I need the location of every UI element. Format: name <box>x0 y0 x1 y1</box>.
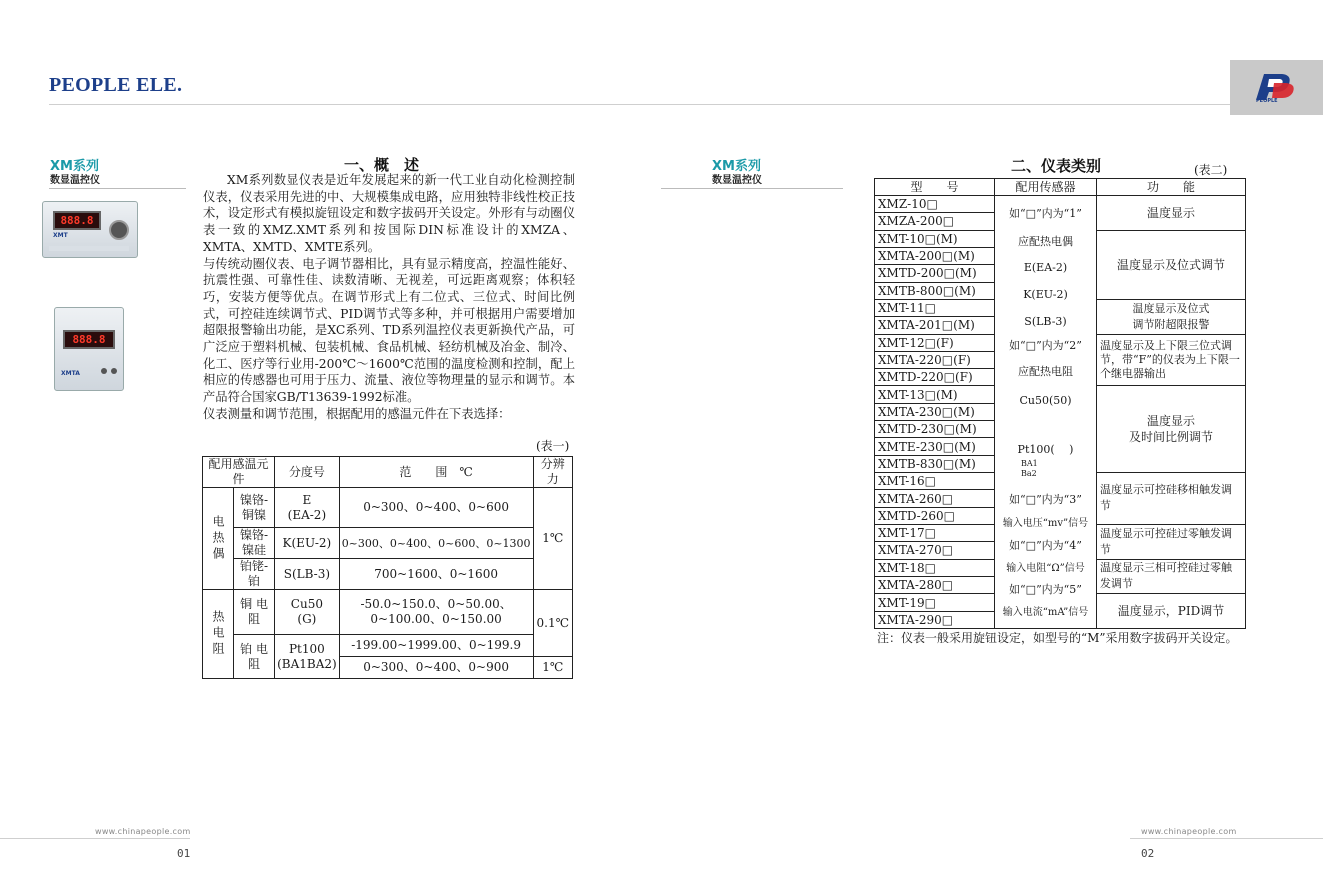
table2-model: XMTD-220□(F) <box>875 369 995 386</box>
right-section-title: 二、仪表类别 <box>1011 157 1102 175</box>
device-image-xmta <box>54 307 124 391</box>
table1-range: 0~300、0~400、0~600 <box>339 488 533 528</box>
table2-model: XMT-13□(M) <box>875 386 995 404</box>
table1-range: 0~300、0~400、0~900 <box>339 657 533 679</box>
table2-model: XMTD-260□ <box>875 507 995 524</box>
sensor-note: Ba2 <box>1021 469 1037 479</box>
table2-model: XMTD-230□(M) <box>875 421 995 438</box>
device2-display: 888.8 <box>63 330 115 349</box>
device1-display: 888.8 <box>53 211 101 230</box>
table2-footnote: 注：仪表一般采用旋钮设定，如型号的“M”采用数字拔码开关设定。 <box>877 631 1238 645</box>
table1-range: -199.00~1999.00、0~199.9 <box>339 635 533 657</box>
table2-model: XMZA-200□ <box>875 213 995 230</box>
table2-function: 温度显示可控硅过零触发调节 <box>1097 524 1246 559</box>
table1-element: 镍铬-镍硅 <box>234 528 275 559</box>
table2-model: XMTE-230□(M) <box>875 438 995 455</box>
table1-header: 配用感温元件 <box>203 457 275 488</box>
sensor-note: S(LB-3) <box>1024 315 1067 329</box>
table2-model: XMTA-201□(M) <box>875 317 995 334</box>
right-page-number: 02 <box>1141 847 1155 860</box>
left-series-subtitle: 数显温控仪 <box>50 175 100 186</box>
table2-header: 型 号 <box>875 179 995 196</box>
overview-paragraph: 仪表测量和调节范围，根据配用的感温元件在下表选择： <box>203 406 511 421</box>
sensor-note: 如“□”内为“5” <box>1009 583 1082 597</box>
header-rule <box>49 104 1230 105</box>
logo <box>1230 60 1323 115</box>
sensor-note: 如“□”内为“1” <box>1009 207 1082 221</box>
table-instrument-types <box>874 178 1246 629</box>
table2-model: XMT-12□(F) <box>875 334 995 352</box>
button-icon <box>101 368 107 374</box>
table2-model: XMT-19□ <box>875 594 995 612</box>
sensor-note: Pt100( ) <box>1017 443 1074 457</box>
overview-paragraph: 与传统动圈仪表、电子调节器相比，具有显示精度高，控温性能好、抗震性强、可靠性佳、读数清晰、无视差，可远距离观察；体积轻巧，安装方便等优点。在调节形式上有二位式、三位式、时间比例式，可控硅连续调节式、PID调节式等多种，并可根据用户需要增加超限报警输出功能，是XC系列、TD系列温控仪表更新换代产品，可广泛应于塑料机械、包装机械、食品机械、轻纺机械及冶金、制冷、化工、医疗等行业用-200℃～1600℃范围的温度检测和控制，配上相应的传感器也可用于压力、流量、液位等物理量的显示和调节。本产品符合国家GB/T13639-1992标准。 <box>203 256 575 405</box>
table2-model: XMT-17□ <box>875 524 995 542</box>
table2-model: XMTB-830□(M) <box>875 455 995 472</box>
table2-model: XMTA-270□ <box>875 542 995 559</box>
sensor-note: 应配热电偶 <box>1018 235 1073 249</box>
table2-model: XMTA-280□ <box>875 577 995 594</box>
table2-function: 温度显示，PID调节 <box>1097 594 1246 629</box>
table2-model: XMTB-800□(M) <box>875 282 995 299</box>
table1-header: 范 围 ℃ <box>339 457 533 488</box>
table1-range: 700~1600、0~1600 <box>339 559 533 590</box>
table1-group-label: 热电阻 <box>203 590 234 679</box>
table2-model: XMTA-200□(M) <box>875 248 995 265</box>
sensor-note: 如“□”内为“3” <box>1009 493 1082 507</box>
left-page-number: 01 <box>177 847 191 860</box>
left-series-rule <box>49 188 186 189</box>
table2-model: XMT-10□(M) <box>875 230 995 248</box>
table1-index: K(EU-2) <box>275 528 340 559</box>
sensor-note: BA1 <box>1021 459 1038 469</box>
sensor-note: 输入电压“mv”信号 <box>1002 518 1089 530</box>
device1-label: XMT <box>53 232 68 239</box>
table2-function: 温度显示及位式调节 <box>1097 230 1246 299</box>
table1-element: 铜 电 阻 <box>234 590 275 635</box>
table1-group-label: 电热偶 <box>203 488 234 590</box>
table1-element: 镍铬-铜镍 <box>234 488 275 528</box>
table1-index: Cu50 (G) <box>275 590 340 635</box>
table1-header: 分辨力 <box>533 457 572 488</box>
table2-function: 温度显示及位式 调节附超限报警 <box>1097 299 1246 334</box>
table2-function: 温度显示 及时间比例调节 <box>1097 386 1246 472</box>
device2-label: XMTA <box>61 370 80 377</box>
table1-index: E (EA-2) <box>275 488 340 528</box>
table1-resolution: 1℃ <box>533 488 572 590</box>
sensor-note: Cu50(50) <box>1019 394 1072 408</box>
left-footer-rule <box>0 838 190 839</box>
table1-note: (表一) <box>536 439 570 453</box>
table2-model: XMTA-260□ <box>875 490 995 507</box>
table2-function: 温度显示可控硅移相触发调节 <box>1097 472 1246 524</box>
left-series-title: XM系列 <box>50 159 99 174</box>
table1-range: 0~300、0~400、0~600、0~1300 <box>339 528 533 559</box>
sensor-note: 输入电流“mA”信号 <box>1002 607 1089 619</box>
right-footer-rule <box>1130 838 1323 839</box>
button-icon <box>111 368 117 374</box>
table2-model: XMTA-290□ <box>875 612 995 629</box>
table2-model: XMT-11□ <box>875 299 995 317</box>
table2-function: 温度显示 <box>1097 196 1246 230</box>
table2-model: XMT-18□ <box>875 559 995 577</box>
sensor-note: E(EA-2) <box>1023 261 1068 275</box>
overview-text <box>203 172 575 423</box>
sensor-note: 如“□”内为“2” <box>1009 339 1082 353</box>
table2-model: XMTD-200□(M) <box>875 265 995 282</box>
logo-text: PEOPLE <box>1256 98 1278 104</box>
table2-note: (表二) <box>1194 163 1228 177</box>
sensor-note: K(EU-2) <box>1023 288 1068 302</box>
table2-model: XMTA-230□(M) <box>875 404 995 421</box>
table-sensor-ranges <box>202 456 573 679</box>
table2-model: XMT-16□ <box>875 472 995 490</box>
table1-index: Pt100 (BA1BA2) <box>275 635 340 679</box>
table1-header: 分度号 <box>275 457 340 488</box>
right-series-subtitle: 数显温控仪 <box>712 175 762 186</box>
table2-sensor-column <box>995 196 1097 629</box>
sensor-note: 输入电阻“Ω”信号 <box>1006 563 1085 575</box>
right-footer-url: www.chinapeople.com <box>1141 827 1237 836</box>
table2-header: 功 能 <box>1097 179 1246 196</box>
right-series-title: XM系列 <box>712 159 761 174</box>
table1-element: 铂 电 阻 <box>234 635 275 679</box>
right-series-rule <box>661 188 843 189</box>
overview-paragraph: XM系列数显仪表是近年发展起来的新一代工业自动化检测控制仪表，仪表采用先进的中、大规模集成电路，应用独特非线性校正技术，设定形式有模拟旋钮设定和数字拔码开关设定。外形有与动圈仪表一致的XMZ.XMT系列和按国际DIN标准设计的XMZA、XMTA、XMTD、XMTE系列。 <box>203 173 575 254</box>
table2-model: XMTA-220□(F) <box>875 352 995 369</box>
table1-resolution: 1℃ <box>533 657 572 679</box>
table2-function: 温度显示三相可控硅过零触发调节 <box>1097 559 1246 594</box>
table2-header: 配用传感器 <box>995 179 1097 196</box>
table2-model: XMZ-10□ <box>875 196 995 213</box>
table1-index: S(LB-3) <box>275 559 340 590</box>
left-section-title: 一、概 述 <box>344 156 420 174</box>
table1-element: 铂铑-铂 <box>234 559 275 590</box>
sensor-note: 如“□”内为“4” <box>1009 539 1082 553</box>
brand-name: PEOPLE ELE. <box>49 74 183 96</box>
sensor-note: 应配热电阻 <box>1018 365 1073 379</box>
device-image-xmt <box>42 201 138 258</box>
table1-resolution: 0.1℃ <box>533 590 572 657</box>
table2-function: 温度显示及上下限三位式调节，带“F”的仪表为上下限一个继电器输出 <box>1097 334 1246 386</box>
left-footer-url: www.chinapeople.com <box>95 827 191 836</box>
knob-icon <box>109 220 129 240</box>
table1-range: -50.0~150.0、0~50.00、 0~100.00、0~150.00 <box>339 590 533 635</box>
